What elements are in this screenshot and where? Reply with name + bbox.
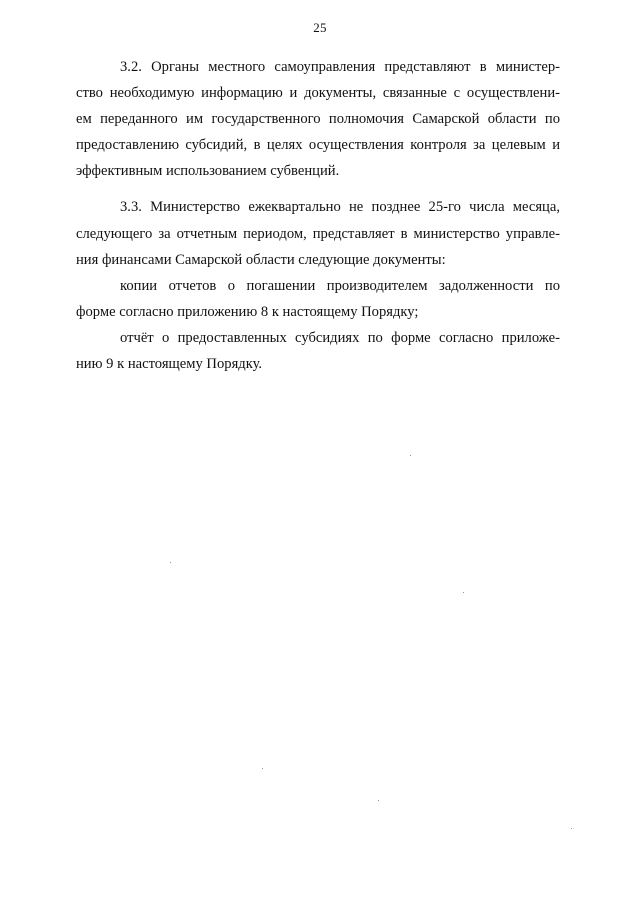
paragraph-line: ем переданного им государственного полномочия Самарской области по (76, 111, 560, 128)
paragraph-line: форме согласно приложению 8 к настоящему Порядку; (76, 303, 419, 320)
paragraph-line: ство необходимую информацию и документы, связанные с осуществлени- (76, 85, 560, 102)
page-number: 25 (313, 20, 327, 35)
scan-speck (410, 455, 411, 456)
scan-speck (571, 828, 572, 829)
paragraph-item-report (76, 325, 560, 377)
document-body (76, 54, 560, 377)
paragraph-line: предоставлению субсидий, в целях осуществления контроля за целевым и (76, 137, 560, 154)
paragraph-line: отчёт о предоставленных субсидиях по форме согласно приложе- (120, 329, 560, 346)
scan-speck (463, 592, 464, 593)
paragraph-line: следующего за отчетным периодом, представляет в министерство управле- (76, 225, 560, 242)
scan-speck (378, 800, 379, 801)
paragraph-gap (76, 184, 560, 194)
paragraph-3-2 (76, 54, 560, 184)
paragraph-3-3 (76, 194, 560, 272)
paragraph-line: 3.2. Органы местного самоуправления представляют в министер- (120, 59, 560, 75)
scan-speck (170, 562, 171, 563)
paragraph-line: эффективным использованием субвенций. (76, 163, 340, 180)
scan-speck (262, 768, 263, 769)
paragraph-line: 3.3. Министерство ежеквартально не позднее 25-го числа месяца, (120, 199, 560, 216)
paragraph-item-copies (76, 273, 560, 325)
paragraph-line: нию 9 к настоящему Порядку. (76, 356, 263, 373)
paragraph-line: копии отчетов о погашении производителем задолженности по (120, 277, 560, 294)
paragraph-line: ния финансами Самарской области следующие документы: (76, 251, 446, 268)
